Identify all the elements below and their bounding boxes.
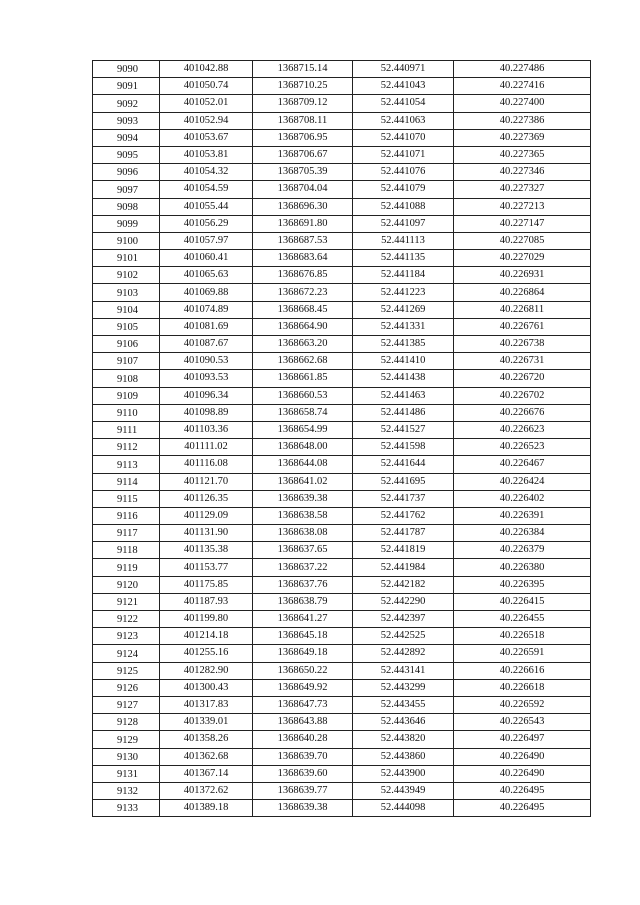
table-row [93,765,591,782]
x-coordinate-cell: 401050.74 [160,78,253,95]
y-coordinate-cell: 1368661.85 [253,370,353,387]
point-id-cell: 9128 [93,714,160,731]
latitude-cell: 52.443646 [353,714,454,731]
table-row [93,250,591,267]
table-row [93,61,591,78]
x-coordinate-cell: 401060.41 [160,250,253,267]
x-coordinate-cell: 401090.53 [160,353,253,370]
table-row [93,525,591,542]
x-coordinate-cell: 401135.38 [160,542,253,559]
point-id-cell: 9098 [93,198,160,215]
point-id-cell: 9095 [93,146,160,163]
latitude-cell: 52.441135 [353,250,454,267]
table-row [93,679,591,696]
latitude-cell: 52.441527 [353,421,454,438]
longitude-cell: 40.226676 [454,404,591,421]
longitude-cell: 40.227085 [454,232,591,249]
latitude-cell: 52.441385 [353,336,454,353]
longitude-cell: 40.227213 [454,198,591,215]
x-coordinate-cell: 401098.89 [160,404,253,421]
latitude-cell: 52.443299 [353,679,454,696]
longitude-cell: 40.226467 [454,456,591,473]
longitude-cell: 40.226738 [454,336,591,353]
table-row [93,559,591,576]
y-coordinate-cell: 1368705.39 [253,164,353,181]
point-id-cell: 9091 [93,78,160,95]
table-row [93,645,591,662]
x-coordinate-cell: 401074.89 [160,301,253,318]
y-coordinate-cell: 1368649.92 [253,679,353,696]
longitude-cell: 40.226384 [454,525,591,542]
point-id-cell: 9133 [93,800,160,817]
latitude-cell: 52.440971 [353,61,454,78]
coordinates-table [92,60,591,817]
longitude-cell: 40.227369 [454,129,591,146]
latitude-cell: 52.441063 [353,112,454,129]
latitude-cell: 52.441184 [353,267,454,284]
x-coordinate-cell: 401055.44 [160,198,253,215]
latitude-cell: 52.441598 [353,439,454,456]
y-coordinate-cell: 1368708.11 [253,112,353,129]
longitude-cell: 40.227147 [454,215,591,232]
point-id-cell: 9130 [93,748,160,765]
longitude-cell: 40.226455 [454,611,591,628]
latitude-cell: 52.441269 [353,301,454,318]
latitude-cell: 52.442525 [353,628,454,645]
table-row [93,353,591,370]
point-id-cell: 9112 [93,439,160,456]
longitude-cell: 40.226543 [454,714,591,731]
y-coordinate-cell: 1368710.25 [253,78,353,95]
x-coordinate-cell: 401111.02 [160,439,253,456]
latitude-cell: 52.443860 [353,748,454,765]
table-row [93,542,591,559]
longitude-cell: 40.227365 [454,146,591,163]
x-coordinate-cell: 401056.29 [160,215,253,232]
x-coordinate-cell: 401116.08 [160,456,253,473]
point-id-cell: 9092 [93,95,160,112]
latitude-cell: 52.441054 [353,95,454,112]
y-coordinate-cell: 1368643.88 [253,714,353,731]
y-coordinate-cell: 1368706.95 [253,129,353,146]
y-coordinate-cell: 1368644.08 [253,456,353,473]
table-row [93,439,591,456]
table-row [93,731,591,748]
longitude-cell: 40.226731 [454,353,591,370]
table-row [93,301,591,318]
point-id-cell: 9116 [93,507,160,524]
latitude-cell: 52.441097 [353,215,454,232]
longitude-cell: 40.226424 [454,473,591,490]
x-coordinate-cell: 401358.26 [160,731,253,748]
y-coordinate-cell: 1368637.76 [253,576,353,593]
x-coordinate-cell: 401199.80 [160,611,253,628]
table-row [93,628,591,645]
y-coordinate-cell: 1368676.85 [253,267,353,284]
point-id-cell: 9090 [93,61,160,78]
table-row [93,284,591,301]
latitude-cell: 52.441070 [353,129,454,146]
table-row [93,215,591,232]
latitude-cell: 52.441984 [353,559,454,576]
y-coordinate-cell: 1368663.20 [253,336,353,353]
x-coordinate-cell: 401153.77 [160,559,253,576]
longitude-cell: 40.226495 [454,782,591,799]
longitude-cell: 40.226931 [454,267,591,284]
point-id-cell: 9111 [93,421,160,438]
latitude-cell: 52.444098 [353,800,454,817]
table-row [93,181,591,198]
x-coordinate-cell: 401057.97 [160,232,253,249]
x-coordinate-cell: 401129.09 [160,507,253,524]
latitude-cell: 52.441079 [353,181,454,198]
point-id-cell: 9093 [93,112,160,129]
y-coordinate-cell: 1368639.38 [253,800,353,817]
x-coordinate-cell: 401282.90 [160,662,253,679]
y-coordinate-cell: 1368658.74 [253,404,353,421]
x-coordinate-cell: 401054.32 [160,164,253,181]
point-id-cell: 9118 [93,542,160,559]
x-coordinate-cell: 401300.43 [160,679,253,696]
latitude-cell: 52.442397 [353,611,454,628]
y-coordinate-cell: 1368704.04 [253,181,353,198]
table-row [93,95,591,112]
point-id-cell: 9106 [93,336,160,353]
point-id-cell: 9104 [93,301,160,318]
longitude-cell: 40.226616 [454,662,591,679]
y-coordinate-cell: 1368639.38 [253,490,353,507]
point-id-cell: 9113 [93,456,160,473]
table-row [93,593,591,610]
table-row [93,507,591,524]
table-row [93,370,591,387]
x-coordinate-cell: 401069.88 [160,284,253,301]
point-id-cell: 9120 [93,576,160,593]
point-id-cell: 9126 [93,679,160,696]
longitude-cell: 40.227327 [454,181,591,198]
latitude-cell: 52.442290 [353,593,454,610]
longitude-cell: 40.226402 [454,490,591,507]
latitude-cell: 52.441071 [353,146,454,163]
table-row [93,164,591,181]
longitude-cell: 40.226415 [454,593,591,610]
longitude-cell: 40.226523 [454,439,591,456]
longitude-cell: 40.226811 [454,301,591,318]
latitude-cell: 52.443820 [353,731,454,748]
latitude-cell: 52.441463 [353,387,454,404]
y-coordinate-cell: 1368696.30 [253,198,353,215]
latitude-cell: 52.441043 [353,78,454,95]
y-coordinate-cell: 1368639.60 [253,765,353,782]
point-id-cell: 9125 [93,662,160,679]
table-row [93,456,591,473]
x-coordinate-cell: 401052.01 [160,95,253,112]
x-coordinate-cell: 401081.69 [160,318,253,335]
point-id-cell: 9122 [93,611,160,628]
table-row [93,404,591,421]
x-coordinate-cell: 401121.70 [160,473,253,490]
y-coordinate-cell: 1368645.18 [253,628,353,645]
y-coordinate-cell: 1368641.02 [253,473,353,490]
y-coordinate-cell: 1368637.65 [253,542,353,559]
y-coordinate-cell: 1368641.27 [253,611,353,628]
point-id-cell: 9124 [93,645,160,662]
longitude-cell: 40.226490 [454,765,591,782]
longitude-cell: 40.226761 [454,318,591,335]
table-row [93,800,591,817]
x-coordinate-cell: 401065.63 [160,267,253,284]
table-row [93,232,591,249]
x-coordinate-cell: 401175.85 [160,576,253,593]
coordinates-table-body [93,61,591,817]
table-row [93,714,591,731]
x-coordinate-cell: 401093.53 [160,370,253,387]
table-row [93,696,591,713]
longitude-cell: 40.226518 [454,628,591,645]
x-coordinate-cell: 401389.18 [160,800,253,817]
x-coordinate-cell: 401339.01 [160,714,253,731]
longitude-cell: 40.226702 [454,387,591,404]
point-id-cell: 9100 [93,232,160,249]
table-row [93,421,591,438]
point-id-cell: 9129 [93,731,160,748]
table-row [93,78,591,95]
latitude-cell: 52.441223 [353,284,454,301]
table-row [93,198,591,215]
point-id-cell: 9105 [93,318,160,335]
y-coordinate-cell: 1368638.08 [253,525,353,542]
latitude-cell: 52.441113 [353,232,454,249]
table-row [93,267,591,284]
y-coordinate-cell: 1368662.68 [253,353,353,370]
longitude-cell: 40.226623 [454,421,591,438]
point-id-cell: 9132 [93,782,160,799]
latitude-cell: 52.443455 [353,696,454,713]
table-row [93,318,591,335]
y-coordinate-cell: 1368687.53 [253,232,353,249]
x-coordinate-cell: 401042.88 [160,61,253,78]
longitude-cell: 40.226618 [454,679,591,696]
x-coordinate-cell: 401126.35 [160,490,253,507]
latitude-cell: 52.441737 [353,490,454,507]
latitude-cell: 52.441819 [353,542,454,559]
point-id-cell: 9114 [93,473,160,490]
point-id-cell: 9109 [93,387,160,404]
table-row [93,387,591,404]
y-coordinate-cell: 1368639.70 [253,748,353,765]
x-coordinate-cell: 401096.34 [160,387,253,404]
point-id-cell: 9101 [93,250,160,267]
latitude-cell: 52.442182 [353,576,454,593]
y-coordinate-cell: 1368664.90 [253,318,353,335]
point-id-cell: 9117 [93,525,160,542]
x-coordinate-cell: 401131.90 [160,525,253,542]
y-coordinate-cell: 1368706.67 [253,146,353,163]
latitude-cell: 52.443141 [353,662,454,679]
longitude-cell: 40.227346 [454,164,591,181]
longitude-cell: 40.226379 [454,542,591,559]
x-coordinate-cell: 401372.62 [160,782,253,799]
point-id-cell: 9110 [93,404,160,421]
x-coordinate-cell: 401053.81 [160,146,253,163]
longitude-cell: 40.226391 [454,507,591,524]
longitude-cell: 40.227486 [454,61,591,78]
table-row [93,336,591,353]
latitude-cell: 52.441331 [353,318,454,335]
point-id-cell: 9096 [93,164,160,181]
table-row [93,611,591,628]
point-id-cell: 9108 [93,370,160,387]
y-coordinate-cell: 1368709.12 [253,95,353,112]
longitude-cell: 40.226497 [454,731,591,748]
y-coordinate-cell: 1368650.22 [253,662,353,679]
point-id-cell: 9131 [93,765,160,782]
longitude-cell: 40.227400 [454,95,591,112]
table-row [93,473,591,490]
y-coordinate-cell: 1368683.64 [253,250,353,267]
latitude-cell: 52.443900 [353,765,454,782]
table-row [93,146,591,163]
longitude-cell: 40.227416 [454,78,591,95]
longitude-cell: 40.227386 [454,112,591,129]
y-coordinate-cell: 1368640.28 [253,731,353,748]
y-coordinate-cell: 1368647.73 [253,696,353,713]
y-coordinate-cell: 1368691.80 [253,215,353,232]
y-coordinate-cell: 1368637.22 [253,559,353,576]
x-coordinate-cell: 401362.68 [160,748,253,765]
table-row [93,576,591,593]
x-coordinate-cell: 401214.18 [160,628,253,645]
x-coordinate-cell: 401053.67 [160,129,253,146]
point-id-cell: 9099 [93,215,160,232]
latitude-cell: 52.441787 [353,525,454,542]
y-coordinate-cell: 1368654.99 [253,421,353,438]
point-id-cell: 9123 [93,628,160,645]
longitude-cell: 40.226495 [454,800,591,817]
longitude-cell: 40.226490 [454,748,591,765]
point-id-cell: 9127 [93,696,160,713]
table-row [93,490,591,507]
x-coordinate-cell: 401103.36 [160,421,253,438]
table-row [93,748,591,765]
x-coordinate-cell: 401187.93 [160,593,253,610]
x-coordinate-cell: 401317.83 [160,696,253,713]
x-coordinate-cell: 401054.59 [160,181,253,198]
x-coordinate-cell: 401087.67 [160,336,253,353]
point-id-cell: 9107 [93,353,160,370]
x-coordinate-cell: 401052.94 [160,112,253,129]
point-id-cell: 9121 [93,593,160,610]
point-id-cell: 9094 [93,129,160,146]
latitude-cell: 52.441088 [353,198,454,215]
latitude-cell: 52.441486 [353,404,454,421]
y-coordinate-cell: 1368668.45 [253,301,353,318]
y-coordinate-cell: 1368639.77 [253,782,353,799]
table-row [93,112,591,129]
point-id-cell: 9103 [93,284,160,301]
y-coordinate-cell: 1368638.58 [253,507,353,524]
y-coordinate-cell: 1368672.23 [253,284,353,301]
y-coordinate-cell: 1368715.14 [253,61,353,78]
table-row [93,129,591,146]
y-coordinate-cell: 1368660.53 [253,387,353,404]
latitude-cell: 52.442892 [353,645,454,662]
latitude-cell: 52.441762 [353,507,454,524]
point-id-cell: 9119 [93,559,160,576]
longitude-cell: 40.226395 [454,576,591,593]
latitude-cell: 52.441644 [353,456,454,473]
table-row [93,782,591,799]
table-row [93,662,591,679]
longitude-cell: 40.227029 [454,250,591,267]
latitude-cell: 52.441410 [353,353,454,370]
y-coordinate-cell: 1368649.18 [253,645,353,662]
y-coordinate-cell: 1368638.79 [253,593,353,610]
x-coordinate-cell: 401255.16 [160,645,253,662]
x-coordinate-cell: 401367.14 [160,765,253,782]
longitude-cell: 40.226864 [454,284,591,301]
latitude-cell: 52.443949 [353,782,454,799]
point-id-cell: 9097 [93,181,160,198]
latitude-cell: 52.441076 [353,164,454,181]
latitude-cell: 52.441695 [353,473,454,490]
point-id-cell: 9102 [93,267,160,284]
point-id-cell: 9115 [93,490,160,507]
longitude-cell: 40.226592 [454,696,591,713]
longitude-cell: 40.226720 [454,370,591,387]
longitude-cell: 40.226380 [454,559,591,576]
longitude-cell: 40.226591 [454,645,591,662]
y-coordinate-cell: 1368648.00 [253,439,353,456]
latitude-cell: 52.441438 [353,370,454,387]
